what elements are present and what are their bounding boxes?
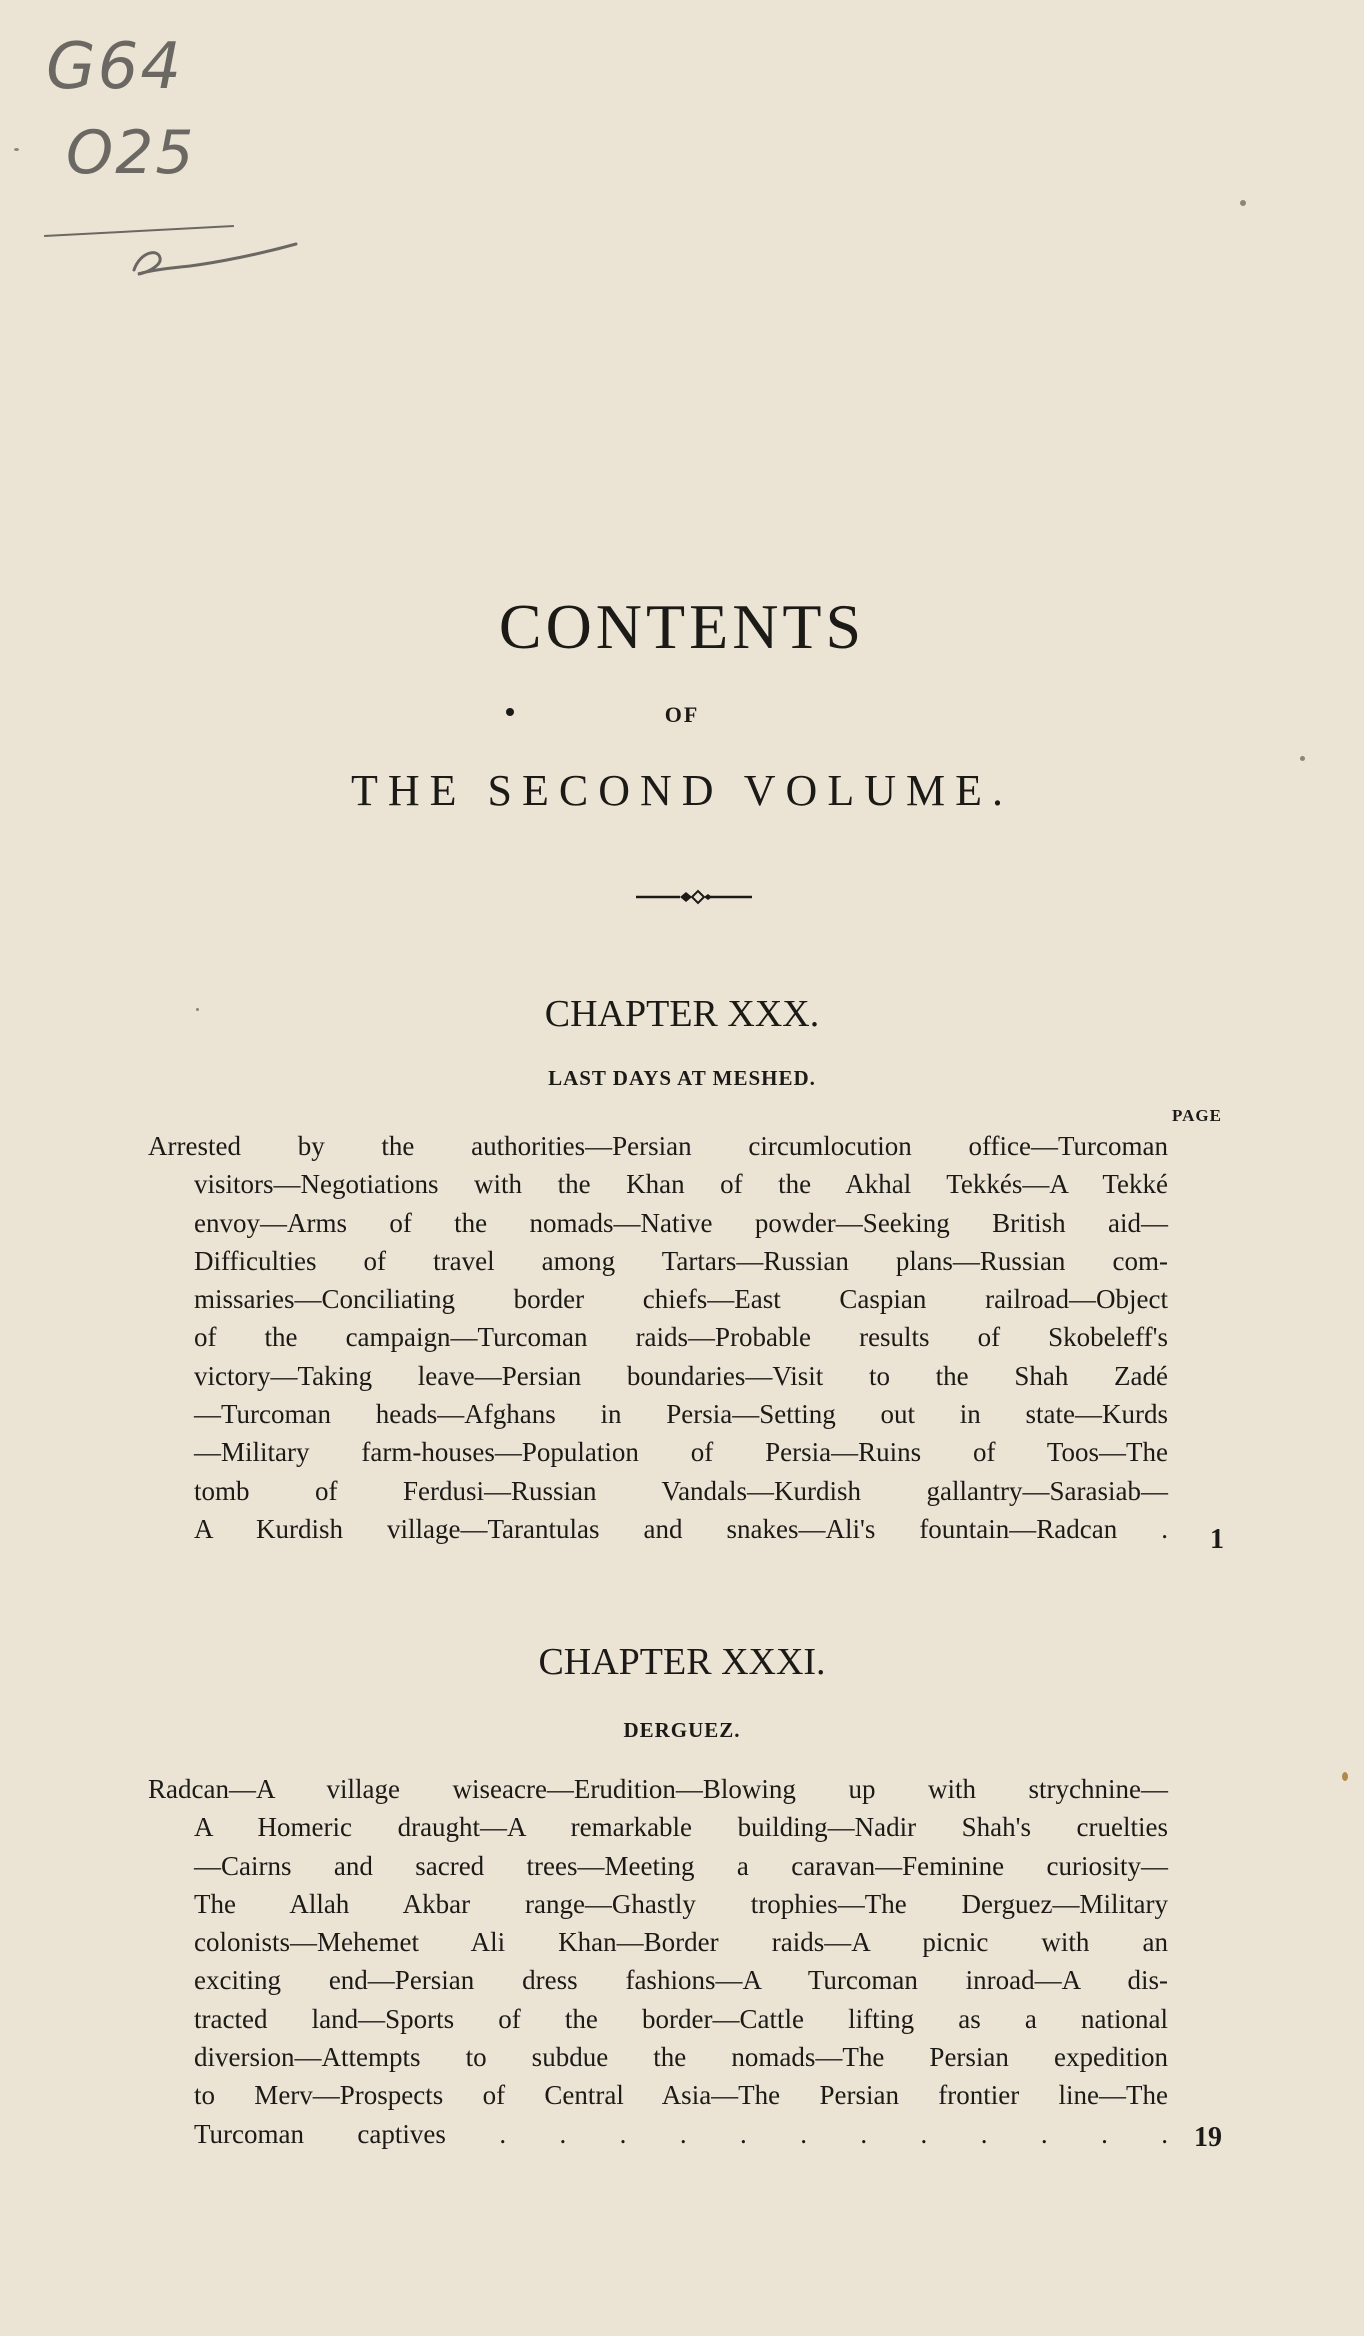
summary-line: exciting end—Persian dress fashions—A Turcoman inroad—A dis-: [194, 1965, 1168, 1996]
page-column-header: PAGE: [1172, 1106, 1222, 1125]
chapter-subtitle: DERGUEZ.: [623, 1718, 741, 1742]
summary-line: —Turcoman heads—Afghans in Persia—Setting out in state—Kurds: [194, 1399, 1168, 1430]
ornament-divider: [636, 884, 752, 910]
summary-line: to Merv—Prospects of Central Asia—The Persian frontier line—The: [194, 2080, 1168, 2111]
summary-line: visitors—Negotiations with the Khan of the Akhal Tekkés—A Tekké: [194, 1169, 1168, 1200]
summary-line: A Kurdish village—Tarantulas and snakes—Ali's fountain—Radcan .: [194, 1513, 1168, 1544]
summary-line: colonists—Mehemet Ali Khan—Border raids—A picnic with an: [194, 1927, 1168, 1958]
shelfmark-line-1: G64: [46, 30, 184, 104]
summary-line: A Homeric draught—A remarkable building—Nadir Shah's cruelties: [194, 1812, 1168, 1843]
summary-line: The Allah Akbar range—Ghastly trophies—The Derguez—Military: [194, 1888, 1168, 1919]
chapter-heading: CHAPTER XXXI.: [538, 1641, 826, 1683]
shelfmark-line-3-scribble: [130, 240, 300, 280]
summary-line: of the campaign—Turcoman raids—Probable results of Skobeleff's: [194, 1322, 1168, 1353]
summary-line: —Cairns and sacred trees—Meeting a caravan—Feminine curiosity—: [194, 1850, 1168, 1881]
handwritten-shelfmark: [40, 30, 280, 290]
shelfmark-line-2: O25: [66, 118, 196, 188]
summary-line: Arrested by the authorities—Persian circumlocution office—Turcoman: [148, 1131, 1168, 1161]
chapter-subtitle: LAST DAYS AT MESHED.: [548, 1066, 816, 1090]
summary-line: tracted land—Sports of the border—Cattle lifting as a national: [194, 2003, 1168, 2034]
chapter-summary: [148, 1770, 1168, 2153]
page-number: 19: [1194, 2122, 1222, 2153]
summary-line: Radcan—A village wiseacre—Erudition—Blowing up with strychnine—: [148, 1774, 1168, 1804]
chapter-heading: CHAPTER XXX.: [544, 993, 820, 1035]
summary-line: envoy—Arms of the nomads—Native powder—Seeking British aid—: [194, 1207, 1168, 1238]
shelfmark-rule: [44, 225, 234, 237]
contents-title: CONTENTS: [498, 591, 866, 662]
summary-line: missaries—Conciliating border chiefs—East Caspian railroad—Object: [194, 1284, 1168, 1315]
chapter-summary: [148, 1127, 1168, 1548]
summary-line: Difficulties of travel among Tartars—Russian plans—Russian com-: [194, 1245, 1168, 1276]
summary-line: Turcoman captives . . . . . . . . . . . .: [194, 2118, 1168, 2149]
volume-title: THE SECOND VOLUME.: [351, 766, 1013, 815]
summary-line: —Military farm-houses—Population of Persia—Ruins of Toos—The: [194, 1437, 1168, 1468]
page-number: 1: [1210, 1524, 1224, 1555]
summary-line: tomb of Ferdusi—Russian Vandals—Kurdish gallantry—Sarasiab—: [194, 1475, 1168, 1506]
summary-line: diversion—Attempts to subdue the nomads—The Persian expedition: [194, 2042, 1168, 2073]
of-label: OF: [664, 702, 700, 727]
summary-line: victory—Taking leave—Persian boundaries—Visit to the Shah Zadé: [194, 1360, 1168, 1391]
